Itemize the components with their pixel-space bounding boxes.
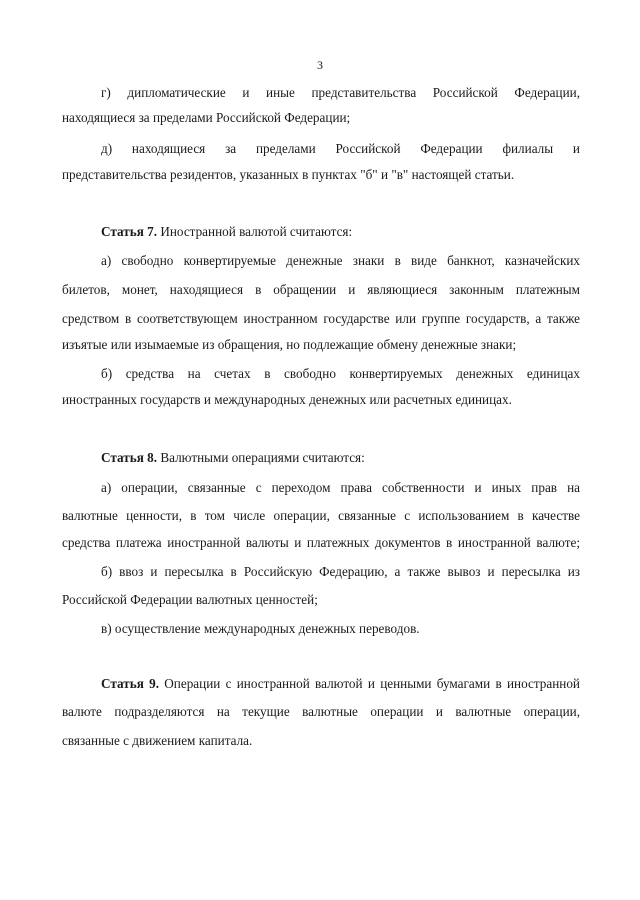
article-8-b-line-2: Российской Федерации валютных ценностей; <box>62 592 318 607</box>
article-7-a-line-2: билетов, монет, находящиеся в обращении и являющиеся законным платежным <box>62 282 580 297</box>
article-7-b-line-1: б) средства на счетах в свободно конвертируемых денежных единицах <box>101 366 580 381</box>
article-9-line-1 <box>101 676 580 692</box>
article-8-c-line-1: в) осуществление международных денежных переводов. <box>101 621 420 636</box>
article-7-b-line-2: иностранных государств и международных денежных или расчетных единицах. <box>62 392 512 407</box>
page-number: 3 <box>317 58 323 72</box>
article-8-title: Валютными операциями считаются: <box>157 450 365 465</box>
article-7-number: Статья 7. <box>101 224 158 239</box>
article-8-number: Статья 8. <box>101 450 158 465</box>
article-8-a-line-3: средства платежа иностранной валюты и платежных документов в иностранной валюте; <box>62 535 580 550</box>
article-7-heading <box>101 224 352 240</box>
article-7-title: Иностранной валютой считаются: <box>157 224 353 239</box>
article-9-line-3: связанные с движением капитала. <box>62 733 253 748</box>
item-g-line-2: находящиеся за пределами Российской Федерации; <box>62 110 351 125</box>
item-d-line-1: д) находящиеся за пределами Российской Федерации филиалы и <box>101 141 580 156</box>
article-9-line-2: валюте подразделяются на текущие валютные операции и валютные операции, <box>62 704 580 719</box>
article-7-a-line-3: средством в соответствующем иностранном государстве или группе государств, а также <box>62 311 580 326</box>
article-8-heading <box>101 450 365 466</box>
item-g-line-1: г) дипломатические и иные представительства Российской Федерации, <box>101 85 580 100</box>
article-7-a-line-1: а) свободно конвертируемые денежные знаки в виде банкнот, казначейских <box>101 253 580 268</box>
article-9-text: Операции с иностранной валютой и ценными бумагами в иностранной <box>159 676 580 691</box>
item-d-line-2: представительства резидентов, указанных в пунктах "б" и "в" настоящей статьи. <box>62 167 515 182</box>
article-8-b-line-1: б) ввоз и пересылка в Российскую Федерацию, а также вывоз и пересылка из <box>101 564 580 579</box>
article-8-a-line-2: валютные ценности, в том числе операции, связанные с использованием в качестве <box>62 508 580 523</box>
article-8-a-line-1: а) операции, связанные с переходом права собственности и иных прав на <box>101 480 580 495</box>
article-7-a-line-4: изъятые или изымаемые из обращения, но подлежащие обмену денежные знаки; <box>62 337 517 352</box>
article-9-number: Статья 9. <box>101 676 159 691</box>
